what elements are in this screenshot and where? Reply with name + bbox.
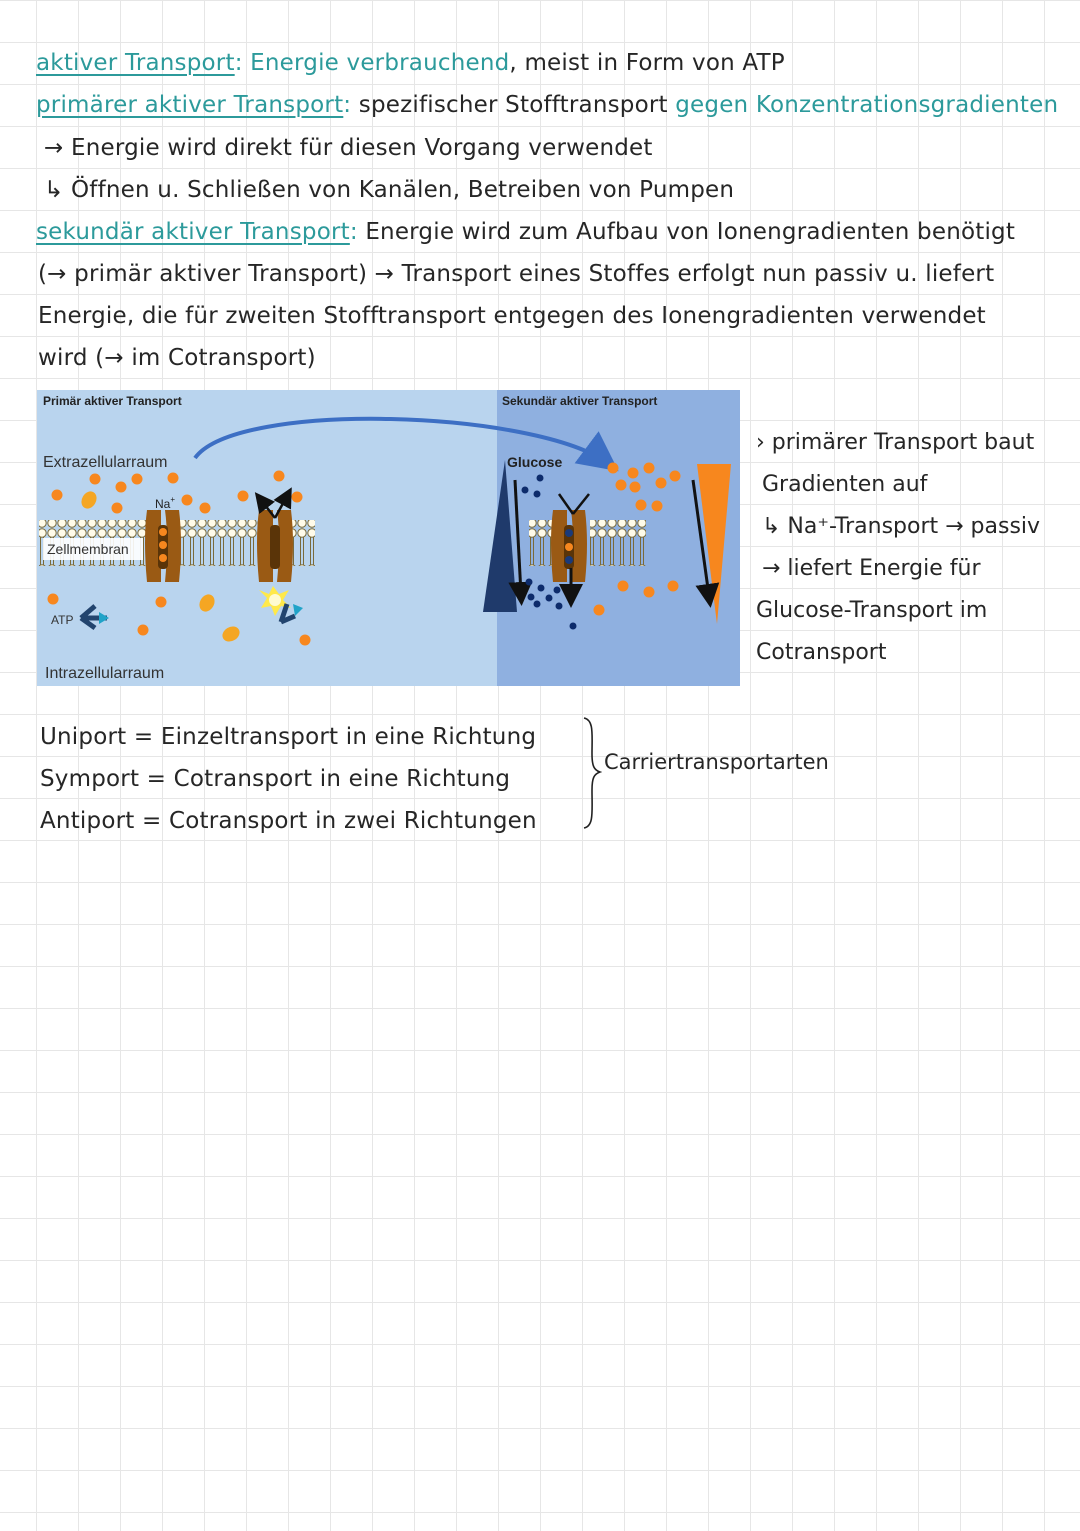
membrane-label: Zellmembran bbox=[47, 541, 129, 557]
antiport-line: Antiport = Cotransport in zwei Richtungen bbox=[40, 808, 537, 834]
glucose-label: Glucose bbox=[507, 454, 563, 470]
membrane-mid bbox=[179, 520, 265, 566]
uniport-line: Uniport = Einzeltransport in eine Richtung bbox=[40, 724, 537, 750]
note-line-4: ↳ Öffnen u. Schließen von Kanälen, Betreiben von Pumpen bbox=[44, 177, 735, 203]
term-secondary-active-transport: sekundär aktiver Transport bbox=[36, 219, 350, 245]
note-line-6: (→ primär aktiver Transport) → Transport eines Stoffes erfolgt nun passiv u. liefert bbox=[38, 261, 995, 287]
note-line-2: primärer aktiver Transport: spezifischer Stofftransport gegen Konzentrationsgradienten bbox=[36, 92, 1059, 118]
side-note-3: ↳ Na⁺-Transport → passiv bbox=[762, 514, 1041, 539]
side-note-6: Cotransport bbox=[756, 640, 887, 665]
note-line-5: sekundär aktiver Transport: Energie wird zum Aufbau von Ionengradienten benötigt bbox=[36, 219, 1016, 245]
carrier-types-label: Carriertransportarten bbox=[604, 750, 829, 774]
against-gradient: gegen Konzentrationsgradienten bbox=[675, 92, 1059, 118]
note-line-3: → Energie wird direkt für diesen Vorgang verwendet bbox=[44, 135, 653, 161]
extracellular-label: Extrazellularraum bbox=[43, 454, 168, 471]
sodium-label: Na+ bbox=[155, 495, 176, 511]
note-line-7: Energie, die für zweiten Stofftransport entgegen des Ionengradienten verwendet bbox=[38, 303, 986, 329]
note-line-8: wird (→ im Cotransport) bbox=[38, 345, 316, 371]
primary-title: Primär aktiver Transport bbox=[43, 394, 182, 408]
term-active-transport: aktiver Transport bbox=[36, 50, 235, 76]
atp-label: ATP bbox=[51, 613, 74, 627]
energy-consuming: Energie verbrauchend bbox=[250, 50, 510, 76]
side-note-2: Gradienten auf bbox=[762, 472, 928, 497]
curly-brace bbox=[580, 714, 602, 832]
side-note-1: › primärer Transport baut bbox=[756, 430, 1035, 455]
side-note-5: Glucose-Transport im bbox=[756, 598, 988, 623]
intracellular-label: Intrazellularraum bbox=[45, 665, 165, 682]
side-note-4: → liefert Energie für bbox=[762, 556, 981, 581]
note-line-1: aktiver Transport: Energie verbrauchend, meist in Form von ATP bbox=[36, 50, 785, 76]
term-primary-active-transport: primärer aktiver Transport bbox=[36, 92, 344, 118]
membrane-secondary-right bbox=[590, 520, 646, 566]
membrane-secondary-left bbox=[529, 520, 553, 566]
transport-diagram bbox=[37, 390, 740, 686]
secondary-title: Sekundär aktiver Transport bbox=[502, 394, 658, 408]
symport-line: Symport = Cotransport in eine Richtung bbox=[40, 766, 511, 792]
